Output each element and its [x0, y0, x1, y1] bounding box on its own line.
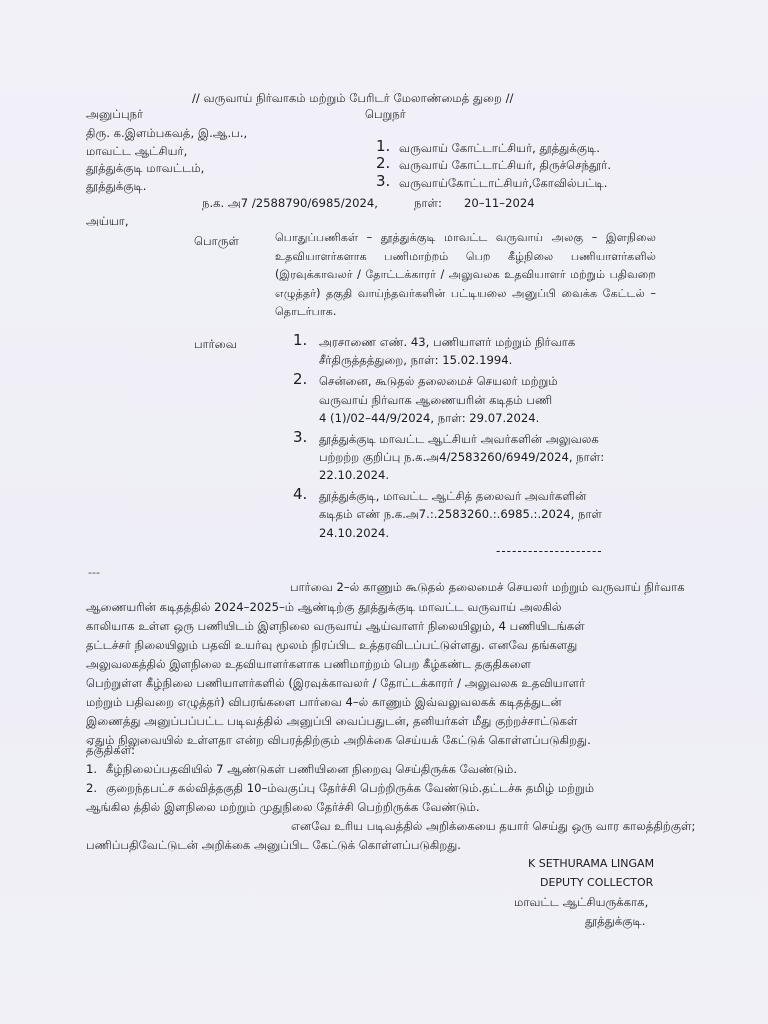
- to-item-1-text: வருவாய் கோட்டாட்சியர், தூத்துக்குடி.: [399, 141, 600, 155]
- reference-4-line-1: தூத்துக்குடி, மாவட்ட ஆட்சித் தலைவர் அவர்களின்: [319, 489, 587, 503]
- qualification-2-line-1: குறைந்தபட்ச கல்வித்தகுதி 10–ம்வகுப்பு தேர்ச்சி பெற்றிருக்க வேண்டும்.தட்டச்சு தமிழ் மற்றும்: [106, 781, 595, 795]
- from-line-3: தூத்துக்குடி மாவட்டம்,: [86, 161, 205, 175]
- qualification-1-text: கீழ்நிலைப்பதவியில் 7 ஆண்டுகள் பணியினை நிறைவு செய்திருக்க வேண்டும்.: [106, 762, 518, 776]
- qualifications-label: தகுதிகள்:: [86, 743, 136, 757]
- to-item-3-number: 3.: [376, 172, 391, 190]
- reference-4-line-2: கடிதம் எண் ந.க.அ7.:.2583260.:.6985.:.2024, நாள்: [319, 507, 602, 521]
- signatory-designation: DEPUTY COLLECTOR: [540, 876, 654, 889]
- body-line-3: காலியாக உள்ள ஒரு பணியிடம் இளநிலை வருவாய் ஆய்வாளர் நிலையிலும், 4 பணியிடங்கள்: [86, 619, 585, 633]
- to-label: பெறுநர்: [365, 107, 406, 121]
- body-line-1: பார்வை 2–ல் காணும் கூடுதல் தலைமைச் செயலர் மற்றும் வருவாய் நிர்வாக: [290, 580, 685, 594]
- from-line-4: தூத்துக்குடி.: [86, 179, 147, 193]
- reference-3-line-1: தூத்துக்குடி மாவட்ட ஆட்சியர் அவர்களின் அலுவலக: [319, 432, 599, 446]
- signatory-for-line: மாவட்ட ஆட்சியருக்காக,: [514, 895, 649, 909]
- margin-mark: ---: [88, 566, 100, 579]
- to-item-1-number: 1.: [376, 137, 391, 155]
- reference-1-number: 1.: [293, 331, 308, 349]
- reference-3-line-3: 22.10.2024.: [319, 468, 390, 482]
- reference-3-line-2: பற்றற்ற குறிப்பு ந.க.அ4/2583260/6949/2024, நாள்:: [319, 450, 605, 464]
- body-line-6: பெற்றுள்ள கீழ்நிலை பணியாளர்களில் (இரவுக்காவலர் / தோட்டக்காரர் / அலுவலக உதவியாளர்: [86, 676, 586, 690]
- qualification-2-line-2: ஆங்கில த்தில் இளநிலை மற்றும் முதுநிலை தேர்ச்சி பெற்றிருக்க வேண்டும்.: [86, 800, 480, 814]
- to-item-3-text: வருவாய்கோட்டாட்சியர்,கோவில்பட்டி.: [399, 176, 608, 190]
- qualification-1-number: 1.: [86, 762, 98, 776]
- body-line-5: அலுவலகத்தில் இளநிலை உதவியாளர்களாக பணிமாற்றம் பெற கீழ்கண்ட தகுதிகளை: [86, 657, 532, 671]
- to-item-2-number: 2.: [376, 154, 391, 172]
- reference-2-number: 2.: [293, 370, 308, 388]
- file-number: ந.க. அ7 /2588790/6985/2024,: [202, 196, 378, 210]
- reference-4-line-3: 24.10.2024.: [319, 526, 390, 540]
- reference-1-line-1: அரசாணை எண். 43, பணியாளர் மற்றும் நிர்வாக: [319, 335, 576, 349]
- from-line-2: மாவட்ட ஆட்சியர்,: [86, 144, 188, 158]
- body-line-4: தட்டச்சர் நிலையிலும் பதவி உயர்வு மூலம் நிரப்பிட உத்தரவிடப்பட்டுள்ளது. எனவே தங்களது: [86, 638, 578, 652]
- body-line-8: இணைத்து அனுப்பப்பட்ட படிவத்தில் அனுப்பி வைப்பதுடன், தனியர்கள் மீது குற்றச்சாட்டுகள்: [86, 714, 578, 728]
- from-label: அனுப்புநர்: [86, 107, 144, 121]
- from-line-1: திரு. க.இளம்பகவத், இ.ஆ.ப.,: [86, 126, 248, 140]
- letter-date: 20–11–2024: [464, 196, 535, 210]
- body-line-2: ஆணையரின் கடிதத்தில் 2024–2025–ம் ஆண்டிற்கு தூத்துக்குடி மாவட்ட வருவாய் அலகில்: [86, 600, 562, 614]
- salutation: அய்யா,: [86, 214, 129, 228]
- subject-label: பொருள்: [194, 234, 239, 248]
- signatory-name: K SETHURAMA LINGAM: [528, 857, 655, 870]
- reference-4-number: 4.: [293, 485, 308, 503]
- reference-2-line-2: வருவாய் நிர்வாக ஆணையரின் கடிதம் பணி: [319, 393, 553, 407]
- reference-3-number: 3.: [293, 428, 308, 446]
- subject-text: பொதுப்பணிகள் – தூத்துக்குடி மாவட்ட வருவாய் அலகு – இளநிலை உதவியாளர்களாக பணிமாற்றம் பெற கீழ்நிலை பணியாளர்களில் (இரவுக்காவலர் / தோட்டக்காரர் / அலுவலக உதவியாளர் மற்றும் பதிவறை எழுத்தர்) தகுதி வாய்ந்தவர்களின் பட்டியலை அனுப்பி வைக்க கேட்டல் – தொடர்பாக.: [275, 231, 656, 319]
- reference-2-line-1: சென்னை, கூடுதல் தலைமைச் செயலர் மற்றும்: [319, 374, 558, 388]
- reference-1-line-2: சீர்திருத்தத்துறை, நாள்: 15.02.1994.: [319, 353, 513, 367]
- closing-line-1: எனவே உரிய படிவத்தில் அறிக்கையை தயார் செய்து ஒரு வார காலத்திற்குள்;: [291, 819, 696, 833]
- reference-2-line-3: 4 (1)/02–44/9/2024, நாள்: 29.07.2024.: [319, 411, 540, 425]
- date-label: நாள்:: [414, 196, 442, 210]
- references-separator: --------------------: [496, 544, 603, 558]
- body-line-9: ஏதும் நிலுவையில் உள்ளதா என்ற விபரத்திற்கும் அறிக்கை செய்யக் கேட்டுக் கொள்ளப்படுகிறது.: [86, 733, 591, 747]
- body-line-7: மற்றும் பதிவறை எழுத்தர்) விபரங்களை பார்வை 4–ல் காணும் இவ்வலுவலகக் கடிதத்துடன்: [86, 695, 562, 709]
- department-header: // வருவாய் நிர்வாகம் மற்றும் பேரிடர் மேலாண்மைத் துறை //: [192, 91, 514, 105]
- closing-line-2: பணிப்பதிவேட்டுடன் அறிக்கை அனுப்பிட கேட்டுக் கொள்ளப்படுகிறது.: [86, 838, 461, 852]
- to-item-2-text: வருவாய் கோட்டாட்சியர், திருச்செந்தூர்.: [399, 158, 612, 172]
- signatory-place: தூத்துக்குடி.: [585, 914, 646, 928]
- references-label: பார்வை: [194, 337, 237, 351]
- qualification-2-number: 2.: [86, 781, 98, 795]
